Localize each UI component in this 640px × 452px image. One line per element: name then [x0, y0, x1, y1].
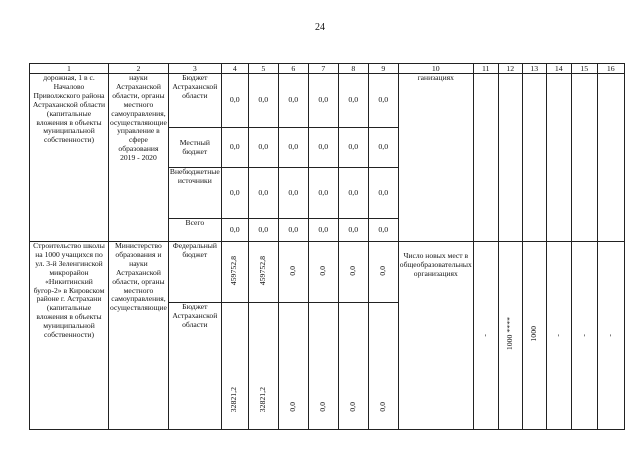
- column-number-row: [30, 64, 625, 74]
- value-cell: 0,0: [308, 168, 338, 219]
- col-number: 8: [338, 64, 368, 74]
- value-text: 0,0: [347, 402, 357, 413]
- value-cell: [368, 242, 398, 303]
- value-cell: 0,0: [221, 128, 248, 168]
- funding-source-label: Местный бюджет: [168, 128, 221, 168]
- col-number: 2: [109, 64, 169, 74]
- funding-source-label: Федеральный бюджет: [168, 242, 221, 303]
- value-cell: 0,0: [221, 168, 248, 219]
- col-number: 7: [308, 64, 338, 74]
- value-cell: 0,0: [278, 219, 308, 242]
- target-value-cell: [473, 242, 498, 430]
- value-cell: 0,0: [248, 128, 278, 168]
- target-value-cell: [498, 242, 522, 430]
- program-table: [29, 63, 625, 430]
- target-value-cell: [522, 242, 546, 430]
- value-cell: [338, 303, 368, 430]
- col-number: 6: [278, 64, 308, 74]
- value-text: 1000 ****: [504, 317, 514, 351]
- value-cell: [368, 303, 398, 430]
- funding-source-label: Бюджет Астраханской области: [168, 303, 221, 430]
- value-text: 0,0: [347, 265, 357, 276]
- col-number: 12: [498, 64, 522, 74]
- value-cell: 0,0: [248, 168, 278, 219]
- value-cell: 0,0: [338, 128, 368, 168]
- funding-source-label: Внебюджетные источники: [168, 168, 221, 219]
- empty-cell: [546, 74, 571, 242]
- value-cell: [278, 303, 308, 430]
- col-number: 13: [522, 64, 546, 74]
- empty-cell: [473, 74, 498, 242]
- value-cell: 0,0: [308, 219, 338, 242]
- empty-cell: [597, 74, 624, 242]
- col-number: 3: [168, 64, 221, 74]
- value-cell: 0,0: [368, 128, 398, 168]
- value-cell: 0,0: [368, 168, 398, 219]
- executor-cell: науки Астраханской области, органы местного самоуправления, осуществляющие управление в сфере образования 2019 - 2020: [109, 74, 169, 242]
- measure-name-cell: Строительство школы на 1000 учащихся по ул. 3-й Зеленгинской микрорайон «Никитинский бугор-2» в Кировском районе г. Астрахани (капитальные вложения в объекты муниципальной собственности): [30, 242, 109, 430]
- page-number: 24: [315, 22, 325, 33]
- indicator-cell: Число новых мест в общеобразовательных организациях: [398, 242, 473, 430]
- empty-cell: [498, 74, 522, 242]
- value-cell: [278, 242, 308, 303]
- value-text: 0,0: [317, 265, 327, 276]
- col-number: 16: [597, 64, 624, 74]
- measure-name-cell: дорожная, 1 в с. Началово Приволжского района Астраханской области (капитальные вложения в объекты муниципальной собственности): [30, 74, 109, 242]
- value-cell: [248, 242, 278, 303]
- target-value-cell: [571, 242, 597, 430]
- value-cell: 0,0: [308, 74, 338, 128]
- value-cell: 0,0: [221, 219, 248, 242]
- value-cell: [308, 303, 338, 430]
- empty-cell: [522, 74, 546, 242]
- target-value-cell: [597, 242, 624, 430]
- col-number: 4: [221, 64, 248, 74]
- value-text: -: [480, 334, 490, 338]
- value-text: 0,0: [317, 402, 327, 413]
- col-number: 10: [398, 64, 473, 74]
- value-cell: 0,0: [338, 74, 368, 128]
- value-cell: 0,0: [248, 74, 278, 128]
- col-number: 9: [368, 64, 398, 74]
- col-number: 5: [248, 64, 278, 74]
- value-text: 459752,8: [229, 255, 239, 286]
- value-cell: [221, 242, 248, 303]
- value-text: 0,0: [377, 265, 387, 276]
- value-cell: 0,0: [338, 219, 368, 242]
- executor-cell: Министерство образования и науки Астраханской области, органы местного самоуправления, осуществляющие: [109, 242, 169, 430]
- value-text: 459752,8: [257, 255, 267, 286]
- value-text: -: [578, 334, 588, 338]
- col-number: 15: [571, 64, 597, 74]
- value-text: -: [553, 334, 563, 338]
- table-row: [30, 242, 625, 303]
- value-cell: 0,0: [338, 168, 368, 219]
- value-cell: 0,0: [248, 219, 278, 242]
- funding-source-label: Бюджет Астраханской области: [168, 74, 221, 128]
- value-cell: 0,0: [278, 168, 308, 219]
- value-text: 32821,2: [257, 386, 267, 413]
- value-cell: 0,0: [221, 74, 248, 128]
- value-cell: 0,0: [278, 74, 308, 128]
- value-cell: 0,0: [368, 74, 398, 128]
- value-text: 1000: [528, 326, 538, 342]
- funding-source-label: Всего: [168, 219, 221, 242]
- value-cell: 0,0: [368, 219, 398, 242]
- empty-cell: [571, 74, 597, 242]
- target-value-cell: [546, 242, 571, 430]
- col-number: 1: [30, 64, 109, 74]
- value-cell: [221, 303, 248, 430]
- col-number: 11: [473, 64, 498, 74]
- indicator-cell: ганизациях: [398, 74, 473, 242]
- value-text: 0,0: [287, 402, 297, 413]
- value-cell: 0,0: [308, 128, 338, 168]
- value-text: -: [605, 334, 615, 338]
- value-cell: 0,0: [278, 128, 308, 168]
- value-text: 32821,2: [229, 386, 239, 413]
- value-text: 0,0: [287, 265, 297, 276]
- value-cell: [308, 242, 338, 303]
- value-cell: [338, 242, 368, 303]
- table-row: [30, 74, 625, 128]
- value-cell: [248, 303, 278, 430]
- col-number: 14: [546, 64, 571, 74]
- value-text: 0,0: [377, 402, 387, 413]
